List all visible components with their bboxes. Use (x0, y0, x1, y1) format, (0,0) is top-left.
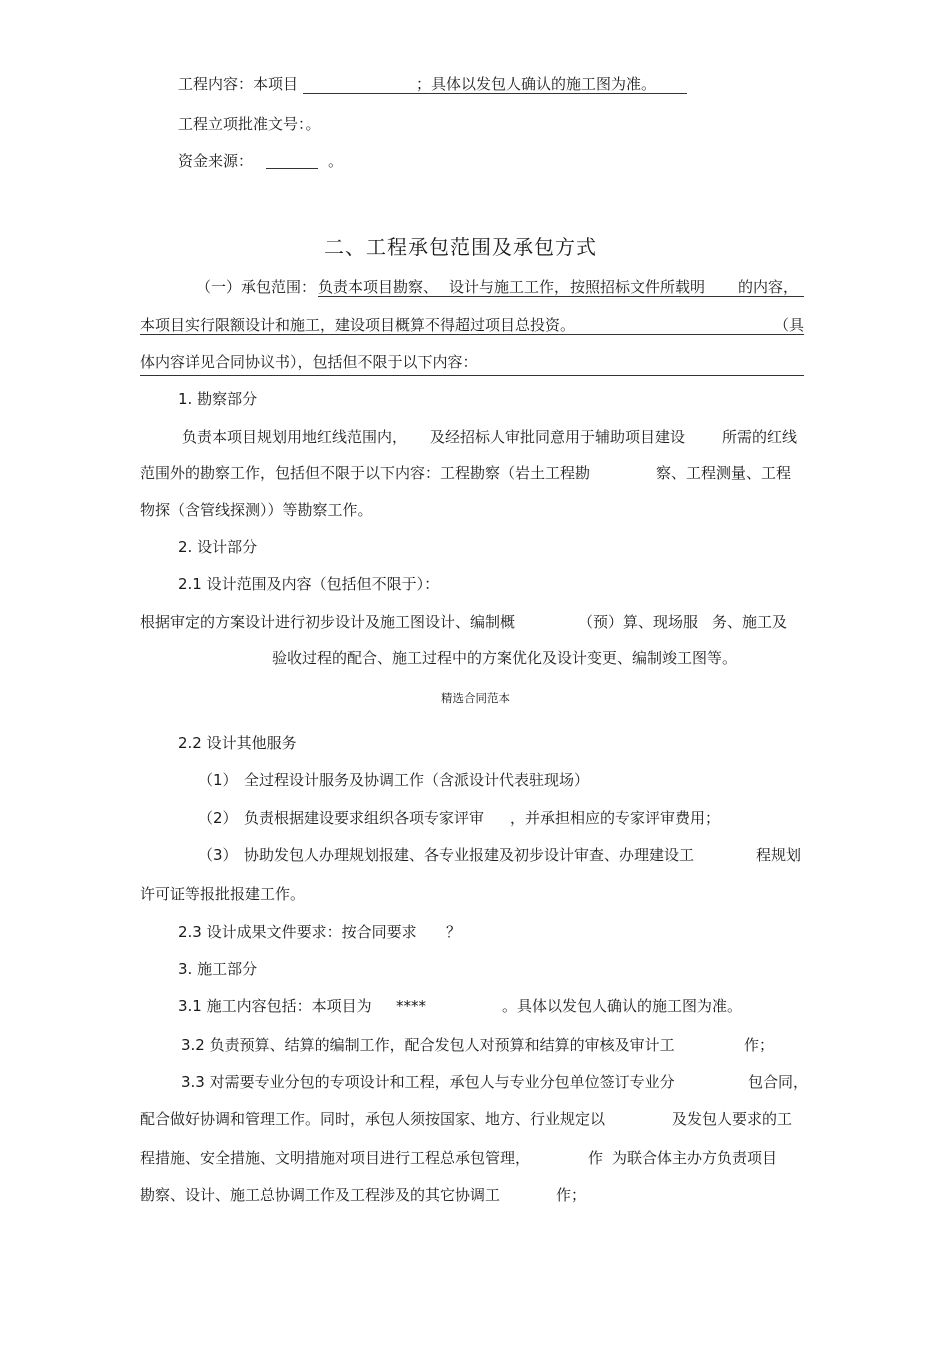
design-sub-2-2: 2.2 设计其他服务 (178, 734, 297, 752)
construction-line3-c: 为联合体主办方负责项目 (612, 1149, 778, 1167)
footer-note: 精选合同范本 (441, 691, 510, 705)
design-line1-c: 务、施工及 (712, 613, 788, 631)
design-item1-text: 全过程设计服务及协调工作（含派设计代表驻现场） (244, 771, 590, 789)
scope-line1-a: 负责本项目勘察、 (318, 278, 439, 296)
scope-line1-d: 的内容， (738, 278, 799, 296)
survey-line2-b: 察、工程测量、工程 (656, 464, 792, 482)
design-item3-text-b: 程规划 (756, 846, 802, 864)
design-line1-b: （预）算、现场服 (578, 613, 699, 631)
design-item2-num: （2） (198, 809, 238, 827)
design-sub-2-3-b: ？ (446, 923, 462, 941)
scope-line1-c: 按照招标文件所载明 (570, 278, 706, 296)
construction-3-2-a: 3.2 负责预算、结算的编制工作，配合发包人对预算和结算的审核及审计工 (181, 1036, 675, 1054)
scope-line1-underline (318, 296, 804, 297)
project-content-suffix: ；具体以发包人确认的施工图为准。 (416, 75, 657, 93)
scope-line3-underline (140, 375, 804, 376)
construction-line2-a: 配合做好协调和管理工作。同时，承包人须按国家、地方、行业规定以 (140, 1110, 606, 1128)
construction-3-1-a: 3.1 施工内容包括：本项目为 (178, 997, 372, 1015)
construction-3-3-b: 包合同， (748, 1073, 809, 1091)
construction-heading: 3. 施工部分 (178, 960, 258, 978)
scope-line1-b: 设计与施工工作， (449, 278, 570, 296)
project-content-underline (303, 93, 687, 94)
design-heading: 2. 设计部分 (178, 538, 258, 556)
design-line1-a: 根据审定的方案设计进行初步设计及施工图设计、编制概 (140, 613, 516, 631)
survey-line1-c: 所需的红线 (722, 428, 798, 446)
design-item1-num: （1） (198, 771, 238, 789)
construction-line3-a: 程措施、安全措施、文明措施对项目进行工程总承包管理， (140, 1149, 531, 1167)
construction-line4-b: 作； (556, 1186, 587, 1204)
survey-line1-b: 及经招标人审批同意用于辅助项目建设 (430, 428, 686, 446)
project-content-label: 工程内容：本项目 (178, 75, 299, 93)
scope-line2-b: （具 (774, 316, 805, 334)
design-sub-2-3-a: 2.3 设计成果文件要求：按合同要求 (178, 923, 417, 941)
construction-line4-a: 勘察、设计、施工总协调工作及工程涉及的其它协调工 (140, 1186, 501, 1204)
section-title: 二、工程承包范围及承包方式 (324, 235, 597, 259)
design-sub-2-1: 2.1 设计范围及内容（包括但不限于）： (178, 575, 440, 593)
survey-line1-a: 负责本项目规划用地红线范围内， (182, 428, 408, 446)
design-line2: 验收过程的配合、施工过程中的方案优化及设计变更、编制竣工图等。 (272, 649, 738, 667)
construction-3-1-c: 。具体以发包人确认的施工图为准。 (502, 997, 743, 1015)
design-item3-text-a: 协助发包人办理规划报建、各专业报建及初步设计审查、办理建设工 (244, 846, 695, 864)
design-item2-text-b: ，并承担相应的专家评审费用； (510, 809, 721, 827)
survey-heading: 1. 勘察部分 (178, 390, 258, 408)
funding-source-blank (266, 168, 318, 169)
construction-3-1-b: **** (396, 997, 426, 1015)
funding-source-label: 资金来源： (178, 152, 254, 170)
construction-line2-b: 及发包人要求的工 (672, 1110, 793, 1128)
funding-source-suffix: 。 (328, 152, 344, 170)
design-item2-text-a: 负责根据建设要求组织各项专家评审 (244, 809, 485, 827)
survey-line2-a: 范围外的勘察工作，包括但不限于以下内容：工程勘察（岩土工程勘 (140, 464, 591, 482)
scope-line2-underline (140, 334, 804, 335)
survey-line3: 物探（含管线探测））等勘察工作。 (140, 501, 373, 519)
scope-line3: 体内容详见合同协议书），包括但不限于以下内容： (140, 353, 478, 371)
design-item3-num: （3） (198, 846, 238, 864)
scope-prefix: （一）承包范围： (196, 278, 317, 296)
approval-number-line: 工程立项批准文号：。 (178, 115, 321, 133)
scope-line2-a: 本项目实行限额设计和施工，建设项目概算不得超过项目总投资。 (140, 316, 576, 334)
design-item3-line2: 许可证等报批报建工作。 (140, 885, 306, 903)
construction-line3-b: 作 (588, 1149, 604, 1167)
construction-3-3-a: 3.3 对需要专业分包的专项设计和工程，承包人与专业分包单位签订专业分 (181, 1073, 675, 1091)
construction-3-2-b: 作； (744, 1036, 775, 1054)
